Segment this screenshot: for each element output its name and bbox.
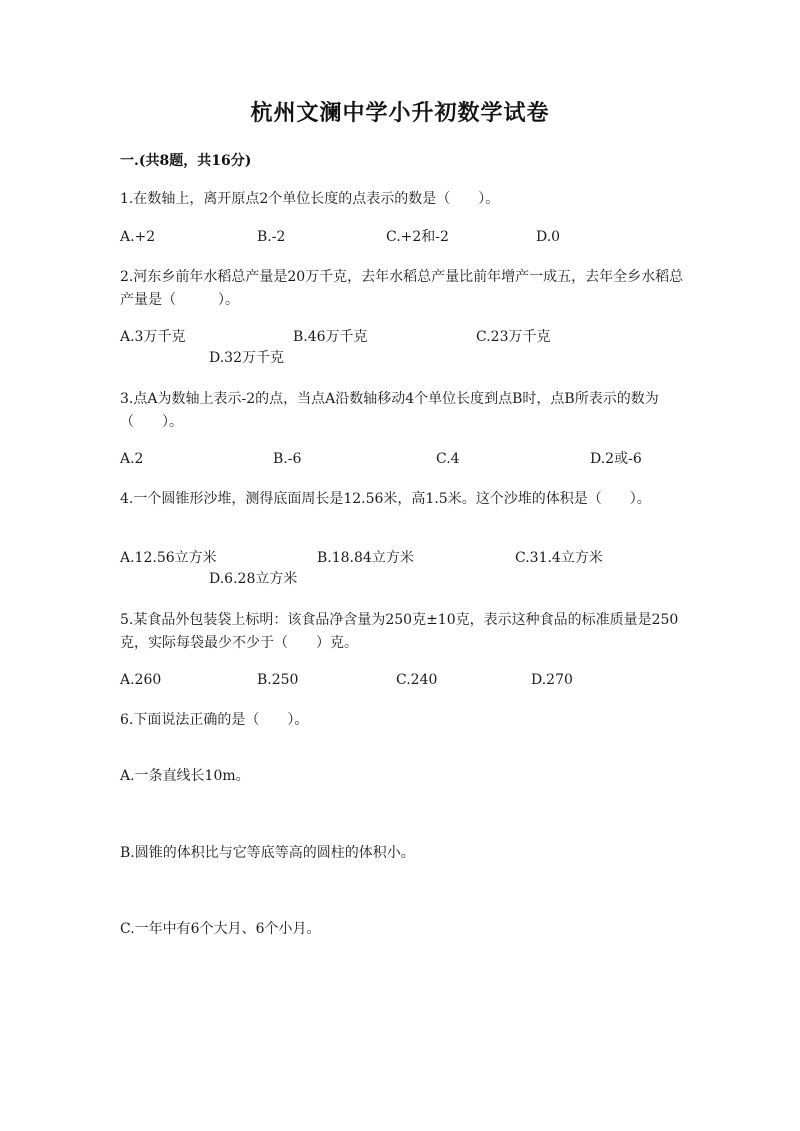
question-4-option-d: D.6.28立方米 xyxy=(209,571,298,587)
section-header: 一.(共8题，共16分) xyxy=(120,153,252,169)
question-3-stem: 3.点A为数轴上表示-2的点，当点A沿数轴移动4个单位长度到点B时，点B所表示的数为（ ）。 xyxy=(120,391,659,430)
question-1-option-b: B.-2 xyxy=(257,229,286,245)
question-2-stem: 2.河东乡前年水稻总产量是20万千克，去年水稻总产量比前年增产一成五，去年全乡水稻总产量是（ ）。 xyxy=(120,269,684,308)
question-5-stem: 5.某食品外包装袋上标明：该食品净含量为250克±10克，表示这种食品的标准质量是250克，实际每袋最少不少于（ ）克。 xyxy=(120,612,679,651)
question-4-option-a: A.12.56立方米 xyxy=(120,550,217,566)
question-5-option-b: B.250 xyxy=(257,672,299,688)
question-1-option-a: A.+2 xyxy=(120,229,156,245)
question-1-option-c: C.+2和-2 xyxy=(386,229,449,245)
question-6-stem: 6.下面说法正确的是（ ）。 xyxy=(120,712,309,728)
question-2-option-d: D.32万千克 xyxy=(209,350,284,366)
question-6-option-a: A.一条直线长10m。 xyxy=(120,768,250,784)
question-3-option-a: A.2 xyxy=(120,451,144,467)
question-2-option-b: B.46万千克 xyxy=(293,329,368,345)
question-1-stem: 1.在数轴上，离开原点2个单位长度的点表示的数是（ ）。 xyxy=(120,191,500,207)
question-4-stem: 4.一个圆锥形沙堆，测得底面周长是12.56米，高1.5米。这个沙堆的体积是（ ）。 xyxy=(120,491,651,507)
question-4-option-c: C.31.4立方米 xyxy=(515,550,603,566)
question-3-option-d: D.2或-6 xyxy=(590,451,642,467)
question-2-option-c: C.23万千克 xyxy=(476,329,551,345)
question-5-option-a: A.260 xyxy=(120,672,162,688)
question-2-option-a: A.3万千克 xyxy=(120,329,186,345)
question-5-option-c: C.240 xyxy=(396,672,438,688)
question-3-option-b: B.-6 xyxy=(273,451,302,467)
question-3-option-c: C.4 xyxy=(436,451,460,467)
question-4-option-b: B.18.84立方米 xyxy=(317,550,414,566)
question-5-option-d: D.270 xyxy=(531,672,573,688)
page-title: 杭州文澜中学小升初数学试卷 xyxy=(250,100,550,126)
question-6-option-b: B.圆锥的体积比与它等底等高的圆柱的体积小。 xyxy=(120,845,415,861)
question-6-option-c: C.一年中有6个大月、6个小月。 xyxy=(120,921,321,937)
question-1-option-d: D.0 xyxy=(536,229,561,245)
